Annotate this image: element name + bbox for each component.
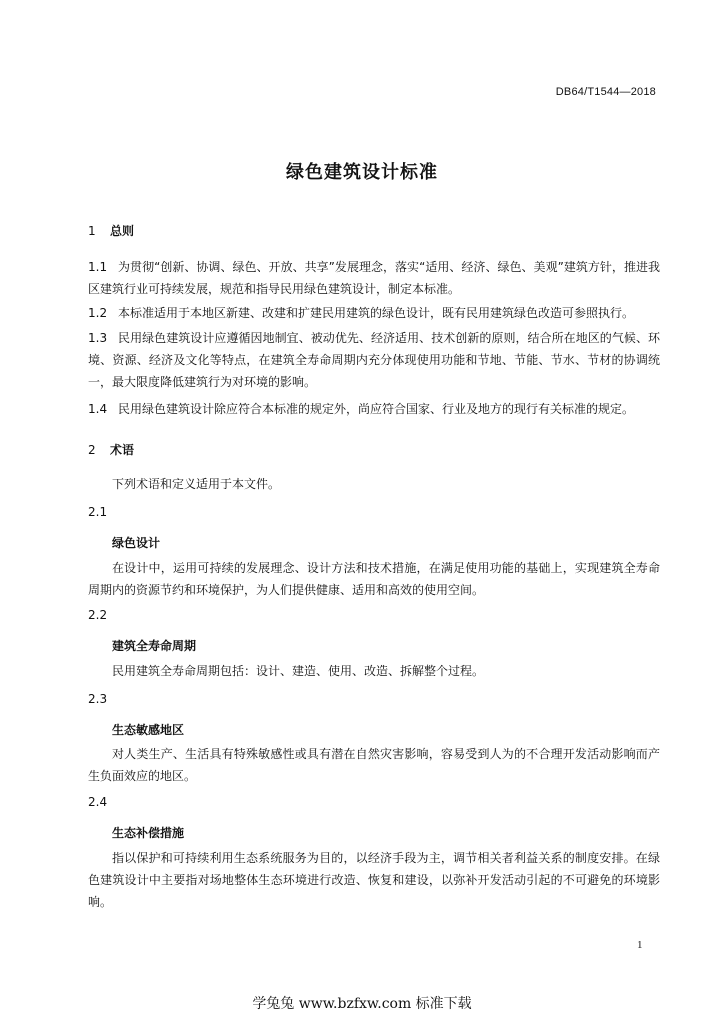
section-number: 1 <box>88 224 96 238</box>
term-definition: 指以保护和可持续利用生态系统服务为目的，以经济手段为主，调节相关者利益关系的制度安排。在绿色建筑设计中主要指对场地整体生态环境进行改造、恢复和建设，以弥补开发活动引起的不可避免的环境影响。 <box>88 851 660 909</box>
term-title: 建筑全寿命周期 <box>112 639 197 653</box>
term-number: 2.1 <box>88 505 108 519</box>
watermark-footer: 学兔兔 www.bzfxw.com 标准下载 <box>252 996 472 1012</box>
term-number: 2.2 <box>88 608 108 622</box>
terms-intro: 下列术语和定义适用于本文件。 <box>112 477 281 491</box>
term-number: 2.4 <box>88 795 108 809</box>
section-number: 2 <box>88 443 96 457</box>
term-number: 2.3 <box>88 692 108 706</box>
clause-1-1 <box>88 256 660 300</box>
section-title: 总则 <box>110 224 135 238</box>
clause-text: 本标准适用于本地区新建、改建和扩建民用建筑的绿色设计，既有民用建筑绿色改造可参照执行。 <box>118 306 635 320</box>
clause-text: 为贯彻“创新、协调、绿色、开放、共享”发展理念，落实“适用、经济、绿色、美观”建筑方针，推进我区建筑行业可持续发展，规范和指导民用绿色建筑设计，制定本标准。 <box>88 260 660 296</box>
term-definition: 在设计中，运用可持续的发展理念、设计方法和技术措施，在满足使用功能的基础上，实现建筑全寿命周期内的资源节约和环境保护，为人们提供健康、适用和高效的使用空间。 <box>88 561 660 597</box>
section-2-heading <box>88 441 134 458</box>
document-title: 绿色建筑设计标准 <box>286 162 438 183</box>
term-title: 生态补偿措施 <box>112 826 185 840</box>
standard-code: DB64/T1544—2018 <box>555 86 656 98</box>
term-definition: 民用建筑全寿命周期包括：设计、建造、使用、改造、拆解整个过程。 <box>112 664 485 678</box>
term-definition: 对人类生产、生活具有特殊敏感性或具有潜在自然灾害影响，容易受到人为的不合理开发活动影响而产生负面效应的地区。 <box>88 747 660 783</box>
section-title: 术语 <box>110 443 135 457</box>
clause-text: 民用绿色建筑设计应遵循因地制宜、被动优先、经济适用、技术创新的原则，结合所在地区的气候、环境、资源、经济及文化等特点，在建筑全寿命周期内充分体现使用功能和节地、节能、节水、节材的协调统一，最大限度降低建筑行为对环境的影响。 <box>88 331 660 389</box>
term-title: 生态敏感地区 <box>112 723 185 737</box>
clause-number: 1.1 <box>88 260 108 274</box>
term-title: 绿色设计 <box>112 536 161 550</box>
clause-1-3 <box>88 327 660 393</box>
clause-1-2 <box>88 302 660 324</box>
section-1-heading <box>88 222 134 239</box>
clause-number: 1.3 <box>88 331 108 345</box>
clause-number: 1.4 <box>88 402 108 416</box>
clause-text: 民用绿色建筑设计除应符合本标准的规定外，尚应符合国家、行业及地方的现行有关标准的规定。 <box>118 402 635 416</box>
clause-number: 1.2 <box>88 306 108 320</box>
page-number: 1 <box>637 939 643 951</box>
clause-1-4 <box>88 398 660 420</box>
